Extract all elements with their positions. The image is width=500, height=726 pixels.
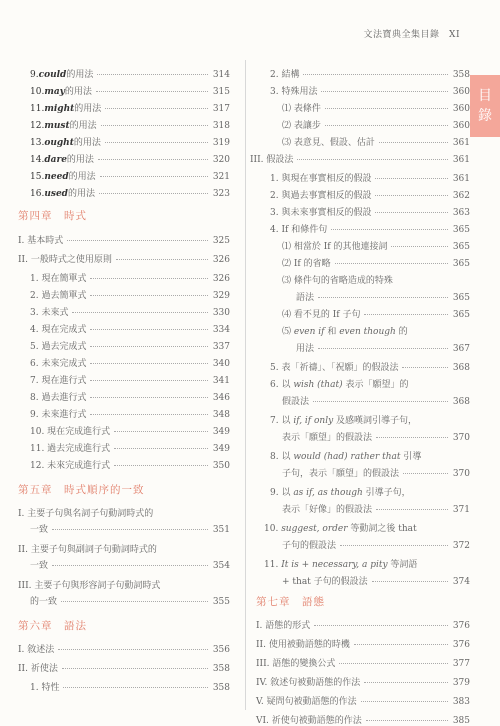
toc-entry-line1[interactable] xyxy=(270,413,417,426)
section-label: IV. 敘述句被動語態的作法 xyxy=(256,678,361,688)
entry-page: 360 xyxy=(452,121,470,131)
entry-page: 323 xyxy=(212,189,230,199)
entry-label: ⑴ 表條件 xyxy=(282,104,321,114)
entry-term: must xyxy=(44,121,70,131)
entry-term: ought xyxy=(44,138,74,148)
entry-label: 3. 特殊用法 xyxy=(270,87,318,97)
leader-dots xyxy=(376,437,448,438)
entry-label: 4. 現在完成式 xyxy=(30,325,87,335)
section-page: 383 xyxy=(452,697,470,707)
leader-dots xyxy=(98,159,208,160)
entry-label: 的用法 xyxy=(69,121,97,131)
toc-section[interactable] xyxy=(256,618,470,631)
entry-page: 360 xyxy=(452,87,470,97)
leader-dots xyxy=(325,125,448,126)
toc-entry[interactable] xyxy=(30,305,230,318)
toc-section-line1[interactable]: II. 主要子句與副詞子句動詞時式的 xyxy=(18,545,157,555)
toc-section[interactable] xyxy=(256,637,470,650)
entry-term: might xyxy=(44,104,75,114)
entry-label: 子句，表示「願望」的假設法 xyxy=(282,469,400,479)
leader-dots xyxy=(335,263,448,264)
toc-entry-line1[interactable] xyxy=(264,521,417,534)
leader-dots xyxy=(354,644,448,645)
entry-page: 321 xyxy=(212,172,230,182)
leader-dots xyxy=(402,367,448,368)
entry-label: 用法 xyxy=(296,344,315,354)
leader-dots xyxy=(62,668,208,669)
toc-entry[interactable] xyxy=(30,271,230,284)
entry-number: 12. xyxy=(30,121,45,131)
toc-entry[interactable] xyxy=(30,356,230,369)
entry-number: 15. xyxy=(30,172,45,182)
entry-page: 365 xyxy=(452,310,470,320)
leader-dots xyxy=(99,193,208,194)
section-page: 376 xyxy=(452,621,470,631)
toc-entry[interactable] xyxy=(30,84,230,97)
entry-page: 361 xyxy=(452,174,470,184)
entry-term: even though xyxy=(339,327,396,337)
section-page: 376 xyxy=(452,640,470,650)
leader-dots xyxy=(96,91,208,92)
section-label: III. 語態的變換公式 xyxy=(256,659,336,669)
entry-label: 6. 未來完成式 xyxy=(30,359,87,369)
toc-section[interactable] xyxy=(18,233,230,246)
entry-page: 368 xyxy=(452,363,470,373)
toc-entry-line1[interactable]: ⑶ 條件句的省略造成的特殊 xyxy=(282,276,393,286)
entry-label: 8. 過去進行式 xyxy=(30,393,87,403)
entry-page: 326 xyxy=(212,274,230,284)
chapter-4-title[interactable]: 第四章 時式 xyxy=(18,210,87,222)
leader-dots xyxy=(339,663,448,664)
entry-page: 319 xyxy=(212,138,230,148)
leader-dots xyxy=(372,581,448,582)
toc-entry[interactable] xyxy=(270,360,470,373)
entry-label: 的用法 xyxy=(66,155,94,165)
entry-page: 363 xyxy=(452,208,470,218)
leader-dots xyxy=(318,297,448,298)
entry-term: need xyxy=(44,172,69,182)
entry-label: 5. 過去完成式 xyxy=(30,342,87,352)
entry-label: 的用法 xyxy=(74,104,102,114)
text-prefix: 10. xyxy=(264,524,282,534)
leader-dots xyxy=(52,565,208,566)
toc-entry[interactable] xyxy=(30,101,230,114)
entry-label: 1. 現在簡單式 xyxy=(30,274,87,284)
entry-page: 340 xyxy=(212,359,230,369)
leader-dots xyxy=(313,401,448,402)
section-page: 358 xyxy=(212,664,230,674)
text-suffix: 及感嘆詞引導子句， xyxy=(333,416,418,426)
entry-page: 370 xyxy=(452,469,470,479)
leader-dots xyxy=(361,701,448,702)
entry-label: 的用法 xyxy=(73,138,101,148)
entry-label: 語法 xyxy=(296,293,315,303)
entry-label: ⑴ 相當於 If 的其他連接詞 xyxy=(282,242,388,252)
toc-entry[interactable] xyxy=(30,288,230,301)
section-label: 的一致 xyxy=(30,597,58,607)
entry-label: 12. 未來完成進行式 xyxy=(30,461,111,471)
toc-entry[interactable] xyxy=(282,538,470,551)
entry-label: ⑷ 看不見的 If 子句 xyxy=(282,310,361,320)
section-label: 一致 xyxy=(30,525,49,535)
entry-term: It is + necessary, a pity xyxy=(281,560,388,570)
toc-entry[interactable] xyxy=(282,466,470,479)
leader-dots xyxy=(331,229,448,230)
entry-label: 的用法 xyxy=(67,189,95,199)
entry-label: ⑶ 表意見、假設、估計 xyxy=(282,138,375,148)
entry-label: 1. 與現在事實相反的假設 xyxy=(270,174,372,184)
toc-entry-line1[interactable] xyxy=(282,324,408,337)
toc-entry[interactable] xyxy=(282,135,470,148)
leader-dots xyxy=(376,509,448,510)
leader-dots xyxy=(366,720,448,721)
toc-entry[interactable] xyxy=(30,390,230,403)
entry-page: 362 xyxy=(452,191,470,201)
entry-page: 329 xyxy=(212,291,230,301)
text-suffix: 引導 xyxy=(400,452,422,462)
toc-entry[interactable] xyxy=(30,339,230,352)
entry-term: if, if only xyxy=(293,416,334,426)
leader-dots xyxy=(364,314,448,315)
leader-dots xyxy=(340,545,448,546)
chapter-5-title[interactable]: 第五章 時式順序的一致 xyxy=(18,484,145,496)
leader-dots xyxy=(90,329,208,330)
entry-label: ⑵ If 的省略 xyxy=(282,259,331,269)
toc-entry[interactable] xyxy=(30,322,230,335)
entry-label: 11. 過去完成進行式 xyxy=(30,444,111,454)
toc-section[interactable] xyxy=(18,252,230,265)
leader-dots xyxy=(375,195,448,196)
entry-page: 330 xyxy=(212,308,230,318)
entry-label: 的用法 xyxy=(64,87,92,97)
entry-page: 370 xyxy=(452,433,470,443)
entry-label: 的用法 xyxy=(68,172,96,182)
toc-section[interactable] xyxy=(30,594,230,607)
leader-dots xyxy=(58,649,208,650)
toc-entry[interactable] xyxy=(270,67,470,80)
section-label: I. 敘述法 xyxy=(18,645,55,655)
chapter-side-tab xyxy=(470,75,500,137)
chapter-6-title[interactable]: 第六章 語法 xyxy=(18,620,87,632)
toc-entry[interactable] xyxy=(30,152,230,165)
entry-page: 337 xyxy=(212,342,230,352)
toc-entry[interactable] xyxy=(30,169,230,182)
entry-page: 372 xyxy=(452,541,470,551)
section-label: I. 基本時式 xyxy=(18,236,64,246)
entry-term: as if, as though xyxy=(293,488,363,498)
entry-label: 的用法 xyxy=(66,70,94,80)
entry-page: 349 xyxy=(212,444,230,454)
leader-dots xyxy=(325,108,448,109)
leader-dots xyxy=(297,159,448,160)
entry-label: 假設法 xyxy=(282,397,310,407)
section-label: II. 祈使法 xyxy=(18,664,58,674)
leader-dots xyxy=(90,363,208,364)
entry-number: 14. xyxy=(30,155,45,165)
entry-label: 9. 未來進行式 xyxy=(30,410,87,420)
leader-dots xyxy=(379,142,448,143)
toc-entry[interactable] xyxy=(270,188,470,201)
page-header: 文法寶典全集目錄 XI xyxy=(363,30,460,40)
section-label: 一致 xyxy=(30,561,49,571)
section-page: 351 xyxy=(212,525,230,535)
leader-dots xyxy=(61,601,208,602)
entry-label: 2. 過去簡單式 xyxy=(30,291,87,301)
entry-term: could xyxy=(38,70,67,80)
entry-label: 4. If 和條件句 xyxy=(270,225,328,235)
toc-entry[interactable] xyxy=(30,680,230,693)
leader-dots xyxy=(105,142,208,143)
entry-number: 9. xyxy=(30,70,39,80)
leader-dots xyxy=(90,414,208,415)
toc-entry[interactable] xyxy=(282,502,470,515)
entry-page: 315 xyxy=(212,87,230,97)
entry-page: 341 xyxy=(212,376,230,386)
leader-dots xyxy=(90,380,208,381)
toc-entry[interactable] xyxy=(282,101,470,114)
toc-entry-line1[interactable] xyxy=(270,449,421,462)
section-page: 354 xyxy=(212,561,230,571)
entry-page: 318 xyxy=(212,121,230,131)
entry-label: 7. 現在進行式 xyxy=(30,376,87,386)
entry-page: 348 xyxy=(212,410,230,420)
section-label: II. 使用被動語態的時機 xyxy=(256,640,350,650)
entry-label: 5. 表「祈禱」、「祝願」的假設法 xyxy=(270,363,399,373)
leader-dots xyxy=(97,74,208,75)
leader-dots xyxy=(318,348,448,349)
leader-dots xyxy=(114,448,208,449)
section-label: III. 假設法 xyxy=(250,155,294,165)
toc-entry[interactable] xyxy=(282,118,470,131)
leader-dots xyxy=(63,687,208,688)
section-page: 325 xyxy=(212,236,230,246)
toc-entry[interactable] xyxy=(30,135,230,148)
entry-page: 334 xyxy=(212,325,230,335)
entry-page: 350 xyxy=(212,461,230,471)
toc-entry[interactable] xyxy=(270,171,470,184)
leader-dots xyxy=(105,108,208,109)
text-suffix: 的 xyxy=(395,327,408,337)
entry-label: 1. 特性 xyxy=(30,683,60,693)
toc-section[interactable] xyxy=(30,522,230,535)
leader-dots xyxy=(72,312,208,313)
toc-entry[interactable] xyxy=(296,290,470,303)
toc-section[interactable] xyxy=(250,152,470,165)
entry-page: 317 xyxy=(212,104,230,114)
section-label: I. 語態的形式 xyxy=(256,621,311,631)
leader-dots xyxy=(67,240,208,241)
text-suffix: 引導子句， xyxy=(362,488,411,498)
toc-section[interactable] xyxy=(256,694,470,707)
leader-dots xyxy=(90,295,208,296)
section-page: 385 xyxy=(452,716,470,726)
section-label: II. 一般時式之使用原則 xyxy=(18,255,112,265)
leader-dots xyxy=(321,91,448,92)
entry-page: 320 xyxy=(212,155,230,165)
column-divider xyxy=(245,60,246,710)
entry-number: 11. xyxy=(30,104,45,114)
toc-section[interactable] xyxy=(256,713,470,726)
toc-entry-line1[interactable] xyxy=(264,557,417,570)
side-tab-char-1: 目 xyxy=(478,88,492,104)
toc-entry[interactable] xyxy=(270,205,470,218)
entry-term: would (had) rather that xyxy=(293,452,401,462)
section-page: 361 xyxy=(452,155,470,165)
toc-entry[interactable] xyxy=(30,458,230,471)
text-mid: 和 xyxy=(324,327,340,337)
leader-dots xyxy=(90,278,208,279)
toc-entry[interactable] xyxy=(270,84,470,97)
section-page: 379 xyxy=(452,678,470,688)
side-tab-char-2: 錄 xyxy=(478,108,492,124)
toc-section[interactable] xyxy=(18,642,230,655)
toc-entry[interactable] xyxy=(296,341,470,354)
entry-term: may xyxy=(44,87,65,97)
entry-label: 10. 現在完成進行式 xyxy=(30,427,111,437)
toc-entry[interactable] xyxy=(282,394,470,407)
toc-entry[interactable] xyxy=(282,430,470,443)
leader-dots xyxy=(375,178,448,179)
entry-label: 3. 與未來事實相反的假設 xyxy=(270,208,372,218)
leader-dots xyxy=(391,246,448,247)
section-page: 326 xyxy=(212,255,230,265)
entry-page: 365 xyxy=(452,242,470,252)
entry-page: 358 xyxy=(212,683,230,693)
section-page: 355 xyxy=(212,597,230,607)
toc-section[interactable] xyxy=(18,661,230,674)
toc-entry[interactable] xyxy=(270,222,470,235)
text-prefix: 9. 以 xyxy=(270,488,294,498)
text-prefix: 8. 以 xyxy=(270,452,294,462)
toc-entry[interactable] xyxy=(30,407,230,420)
leader-dots xyxy=(403,473,448,474)
leader-dots xyxy=(52,529,208,530)
entry-page: 314 xyxy=(212,70,230,80)
section-label: VI. 祈使句被動語態的作法 xyxy=(256,716,362,726)
entry-term: wish (that) xyxy=(293,380,343,390)
toc-entry[interactable] xyxy=(282,256,470,269)
chapter-7-title[interactable]: 第七章 語態 xyxy=(256,596,325,608)
entry-number: 10. xyxy=(30,87,45,97)
entry-page: 374 xyxy=(452,577,470,587)
entry-page: 346 xyxy=(212,393,230,403)
text-prefix: 7. 以 xyxy=(270,416,294,426)
entry-number: 16. xyxy=(30,189,45,199)
toc-section[interactable] xyxy=(30,558,230,571)
toc-section[interactable] xyxy=(256,675,470,688)
text-suffix: 等詞語 xyxy=(387,560,418,570)
entry-page: 368 xyxy=(452,397,470,407)
toc-entry[interactable] xyxy=(30,118,230,131)
toc-entry[interactable] xyxy=(30,373,230,386)
entry-term: used xyxy=(44,189,68,199)
leader-dots xyxy=(364,682,448,683)
entry-label: ⑵ 表讓步 xyxy=(282,121,321,131)
entry-label: 2. 與過去事實相反的假設 xyxy=(270,191,372,201)
leader-dots xyxy=(90,397,208,398)
text-prefix: 6. 以 xyxy=(270,380,294,390)
toc-entry[interactable] xyxy=(30,186,230,199)
toc-entry[interactable] xyxy=(30,441,230,454)
toc-entry-line1[interactable] xyxy=(270,377,408,390)
entry-label: 表示「願望」的假設法 xyxy=(282,433,373,443)
text-suffix: 等動詞之後 that xyxy=(347,524,417,534)
toc-entry[interactable] xyxy=(282,574,470,587)
entry-page: 358 xyxy=(452,70,470,80)
entry-page: 367 xyxy=(452,344,470,354)
entry-term: suggest, order xyxy=(281,524,348,534)
section-label: V. 疑問句被動語態的作法 xyxy=(256,697,357,707)
text-suffix: 表示「願望」的 xyxy=(342,380,409,390)
toc-section[interactable] xyxy=(256,656,470,669)
entry-page: 365 xyxy=(452,293,470,303)
leader-dots xyxy=(90,346,208,347)
section-page: 356 xyxy=(212,645,230,655)
entry-label: 3. 未來式 xyxy=(30,308,69,318)
entry-page: 365 xyxy=(452,225,470,235)
text-prefix: 11. xyxy=(264,560,282,570)
entry-term: dare xyxy=(44,155,67,165)
toc-entry-line1[interactable] xyxy=(270,485,411,498)
toc-entry[interactable] xyxy=(282,239,470,252)
entry-term: even if xyxy=(293,327,325,337)
toc-entry[interactable] xyxy=(30,67,230,80)
entry-page: 371 xyxy=(452,505,470,515)
section-page: 377 xyxy=(452,659,470,669)
leader-dots xyxy=(100,176,208,177)
text-prefix: ⑸ xyxy=(282,327,294,337)
entry-page: 361 xyxy=(452,138,470,148)
entry-page: 349 xyxy=(212,427,230,437)
entry-page: 365 xyxy=(452,259,470,269)
entry-label: 子句的假設法 xyxy=(282,541,337,551)
toc-section-line1[interactable]: III. 主要子句與形容詞子句動詞時式 xyxy=(18,581,161,591)
entry-label: 表示「好像」的假設法 xyxy=(282,505,373,515)
entry-number: 13. xyxy=(30,138,45,148)
entry-page: 360 xyxy=(452,104,470,114)
toc-entry[interactable] xyxy=(30,424,230,437)
toc-section-line1[interactable]: I. 主要子句與名詞子句動詞時式的 xyxy=(18,509,154,519)
entry-label: + that 子句的假設法 xyxy=(282,577,368,587)
toc-entry[interactable] xyxy=(282,307,470,320)
leader-dots xyxy=(116,259,208,260)
leader-dots xyxy=(114,431,208,432)
leader-dots xyxy=(303,74,448,75)
leader-dots xyxy=(375,212,448,213)
entry-label: 2. 結構 xyxy=(270,70,300,80)
leader-dots xyxy=(314,625,448,626)
leader-dots xyxy=(114,465,208,466)
leader-dots xyxy=(101,125,208,126)
